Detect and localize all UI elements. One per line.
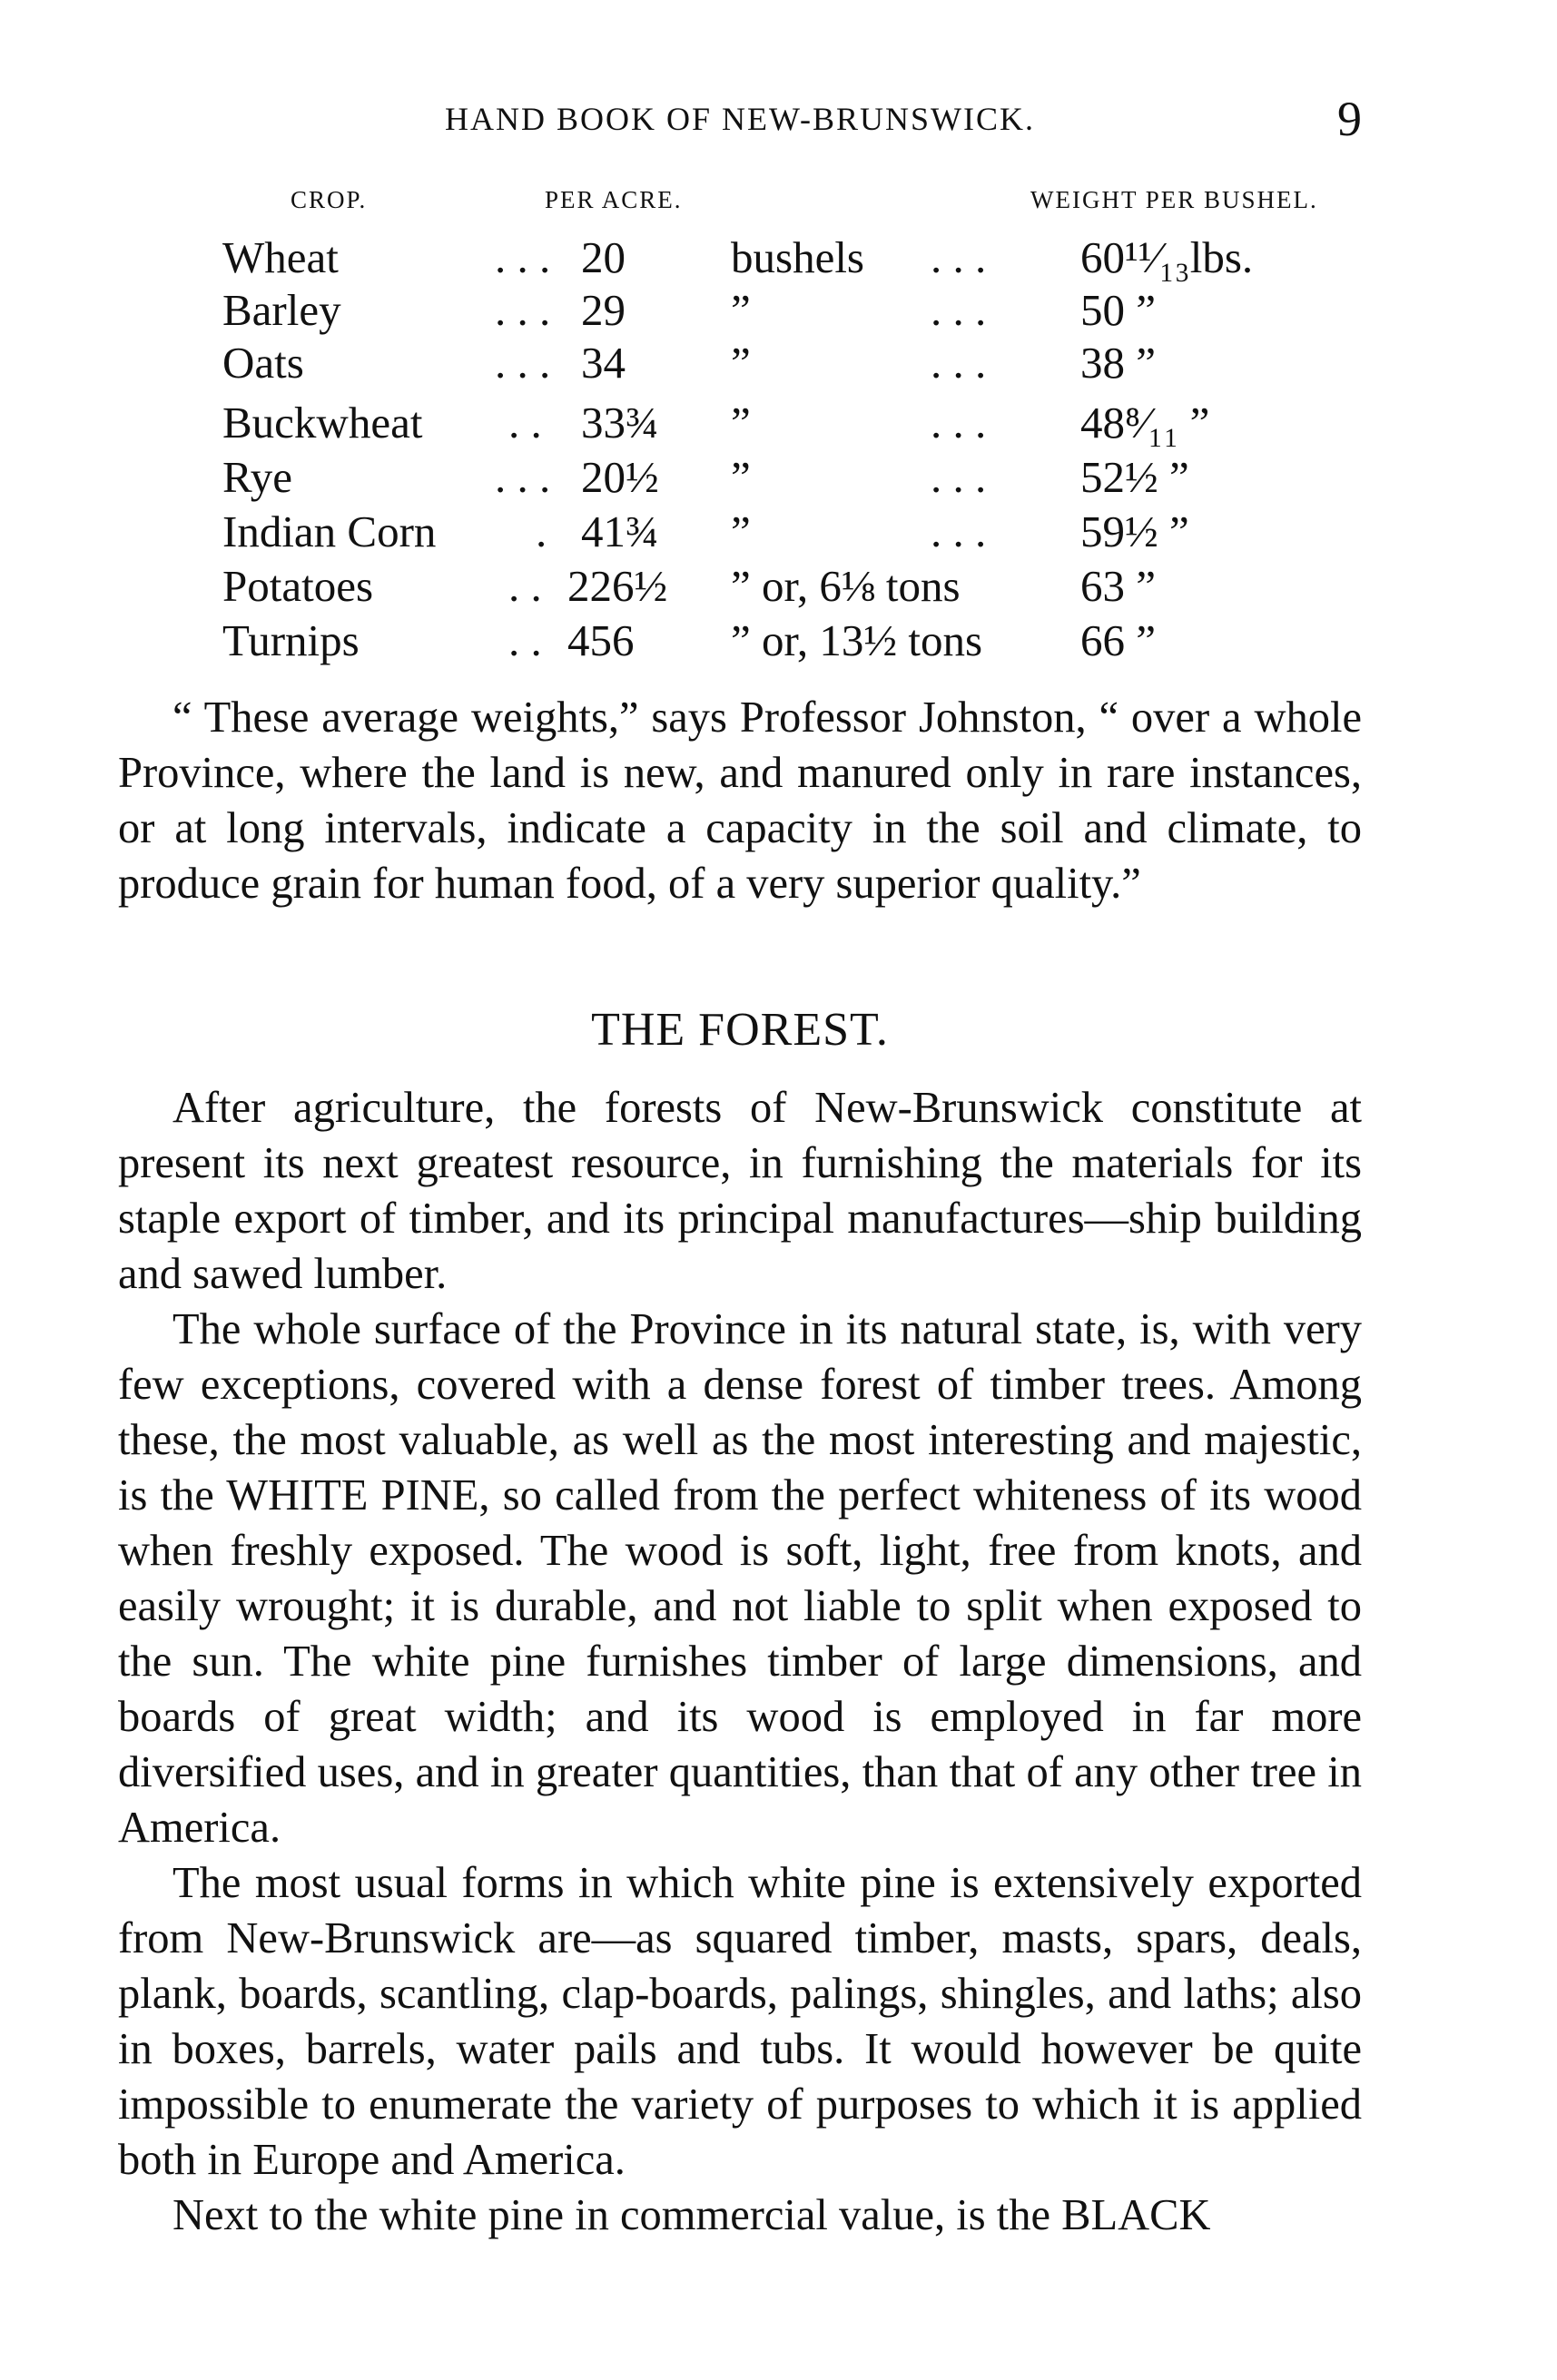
table-row [222, 615, 1366, 669]
weight-per-bushel: 60¹¹⁄₁₃lbs. [1080, 232, 1254, 282]
table-row [222, 397, 1366, 451]
yield-per-acre: 20 [581, 232, 626, 282]
weight-per-bushel: 59½ ” [1080, 506, 1189, 556]
yield-unit: ” [731, 452, 751, 502]
leader-dots: . . . [495, 232, 551, 282]
yield-unit: bushels [731, 232, 864, 282]
column-header-crop: CROP. [291, 186, 368, 213]
table-row [222, 560, 1366, 615]
leader-dots: . . . [495, 452, 551, 502]
yield-unit: ” [731, 398, 751, 447]
table-row [222, 451, 1366, 506]
paragraph: The most usual forms in which white pine is extensively exported from New-Brunswick are—as squared timber, masts, spars, deals, plank, boards, scantling, clap-boards, palings, shingles, and laths; also in boxes, barrels, water pails and tubs. It would however be quite impossible to enumerate the variety of purposes to which it is applied both in Europe and America. [118, 1859, 1362, 2184]
yield-per-acre: 226½ [567, 561, 668, 611]
leader-dots: . . . [495, 338, 551, 388]
weight-per-bushel: 38 ” [1080, 338, 1156, 388]
column-header-weight: WEIGHT PER BUSHEL. [1030, 186, 1318, 213]
table-row [222, 506, 1366, 560]
leader-dots: . [536, 506, 547, 556]
section-title: THE FOREST. [591, 1004, 889, 1056]
yield-unit: ” [731, 285, 751, 335]
table-row [222, 231, 1366, 286]
running-head [118, 91, 1362, 145]
page-number: 9 [1337, 92, 1362, 146]
paragraph: Next to the white pine in commercial value, is the BLACK [172, 2191, 1211, 2239]
column-header-per-acre: PER ACRE. [545, 186, 683, 213]
leader-dots: . . . [931, 398, 987, 447]
weight-per-bushel: 52½ ” [1080, 452, 1189, 502]
yield-per-acre: 456 [567, 615, 635, 665]
leader-dots: . . . [931, 338, 987, 388]
crop-name: Potatoes [222, 561, 374, 611]
leader-dots: . . [508, 615, 542, 665]
leader-dots: . . . [931, 285, 987, 335]
yield-unit: ” or, 6⅛ tons [731, 561, 961, 611]
johnston-quote [118, 690, 1362, 911]
leader-dots: . . . [931, 506, 987, 556]
yield-per-acre: 29 [581, 285, 626, 335]
crop-name: Buckwheat [222, 398, 423, 447]
paragraph: The whole surface of the Province in its natural state, is, with very few exceptions, covered with a dense forest of timber trees. Among these, the most valuable, as well as the most interesting and majestic, is the WHITE PINE, so called from the perfect whiteness of its wood when freshly exposed. The wood is soft, light, free from knots, and easily wrought; it is durable, and not liable to split when exposed to the sun. The white pine furnishes timber of large dimensions, and boards of great width; and its wood is employed in far more diversified uses, and in greater quantities, than that of any other tree in America. [118, 1305, 1362, 1852]
weight-per-bushel: 48⁸⁄₁₁ ” [1080, 398, 1210, 447]
crop-name: Rye [222, 452, 292, 502]
yield-unit: ” or, 13½ tons [731, 615, 983, 665]
leader-dots: . . [508, 561, 542, 611]
running-title: HAND BOOK OF NEW-BRUNSWICK. [444, 101, 1035, 137]
table-row [222, 284, 1366, 339]
leader-dots: . . . [495, 285, 551, 335]
crop-name: Barley [222, 285, 341, 335]
quote-paragraph: “ These average weights,” says Professor Johnston, “ over a whole Province, where the land is new, and manured only in rare instances, or at long intervals, indicate a capacity in the soil and climate, to produce grain for human food, of a very superior quality.” [118, 693, 1362, 908]
table-row [222, 337, 1366, 391]
crop-name: Oats [222, 338, 304, 388]
yield-per-acre: 20½ [581, 452, 659, 502]
crop-name: Indian Corn [222, 506, 437, 556]
yield-unit: ” [731, 338, 751, 388]
yield-per-acre: 41¾ [581, 506, 659, 556]
leader-dots: . . . [931, 452, 987, 502]
crop-name: Wheat [222, 232, 339, 282]
leader-dots: . . [508, 398, 542, 447]
leader-dots: . . . [931, 232, 987, 282]
paragraph: After agriculture, the forests of New-Brunswick constitute at present its next greatest resource, in furnishing the materials for its staple export of timber, and its principal manufactures—ship building and sawed lumber. [118, 1084, 1362, 1298]
weight-per-bushel: 66 ” [1080, 615, 1156, 665]
weight-per-bushel: 50 ” [1080, 285, 1156, 335]
yield-per-acre: 34 [581, 338, 626, 388]
yield-per-acre: 33¾ [581, 398, 659, 447]
weight-per-bushel: 63 ” [1080, 561, 1156, 611]
forest-section-body [118, 1080, 1362, 2243]
yield-unit: ” [731, 506, 751, 556]
crop-name: Turnips [222, 615, 360, 665]
